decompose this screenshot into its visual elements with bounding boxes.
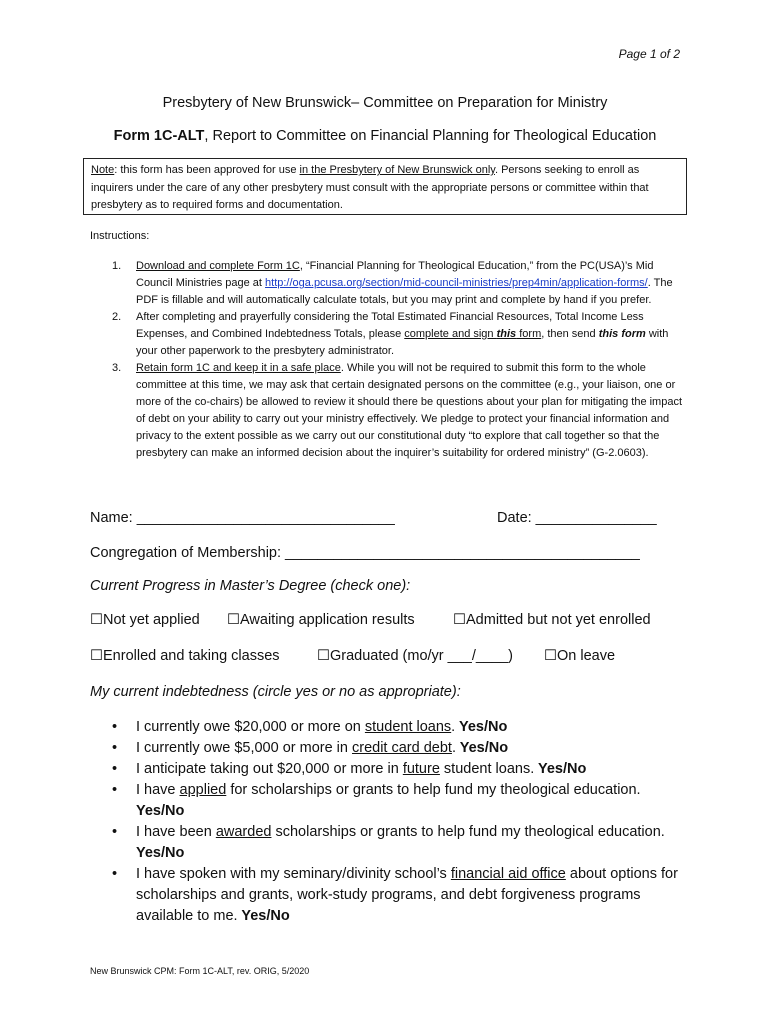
list-item	[112, 780, 692, 822]
item-text: I currently owe $20,000 or more on	[136, 719, 365, 735]
form-subtitle	[0, 128, 770, 144]
list-item-text	[136, 717, 692, 738]
instruction-text-part: , “Financial Planning for Theological Education,” from the PC(USA)’s Mid Council Ministries page at	[136, 260, 654, 289]
instruction-number: 2.	[112, 311, 122, 323]
list-item	[112, 738, 692, 759]
yes-no-choice[interactable]: Yes/No	[136, 845, 185, 861]
instruction-underlined: Retain form 1C and keep it in a safe place	[136, 362, 341, 374]
bullet: •	[112, 761, 118, 777]
instruction-text	[136, 258, 682, 309]
note-text-1: : this form has been approved for use	[114, 164, 300, 176]
bullet: •	[112, 719, 118, 735]
form-description: , Report to Committee on Financial Planning for Theological Education	[204, 128, 657, 144]
instruction-item-1	[112, 258, 682, 309]
date-field[interactable]: Date: _______________	[497, 510, 657, 526]
item-text: .	[451, 740, 456, 756]
item-underlined: credit card debt	[352, 740, 452, 756]
yes-no-choice[interactable]: Yes/No	[455, 740, 509, 756]
item-text: I have been	[136, 824, 216, 840]
instruction-underlined	[404, 328, 541, 340]
bullet: •	[112, 782, 118, 798]
indebtedness-list	[112, 717, 692, 927]
application-forms-link[interactable]: http://oga.pcusa.org/section/mid-council-ministries/prep4min/application-forms/	[265, 277, 648, 289]
instruction-text	[136, 360, 682, 462]
item-text: about options for scholarships and grants, work-study programs, and debt forgiveness programs available to me.	[136, 866, 678, 924]
list-item	[112, 759, 692, 780]
note-label: Note	[91, 164, 115, 176]
indebtedness-heading: My current indebtedness (circle yes or no as appropriate):	[90, 684, 461, 700]
instruction-text-part: , then send	[541, 328, 599, 340]
yes-no-choice[interactable]: Yes/No	[455, 719, 508, 735]
item-text: for scholarships or grants to help fund my theological education.	[226, 782, 641, 798]
item-text: I have	[136, 782, 180, 798]
instruction-emphasis: this	[496, 328, 517, 340]
checkbox-on-leave[interactable]: ☐On leave	[544, 648, 616, 664]
list-item-text	[136, 759, 692, 780]
item-text: student loans.	[439, 761, 535, 777]
document-title: Presbytery of New Brunswick– Committee on Preparation for Ministry	[162, 95, 608, 111]
checkbox-enrolled[interactable]: ☐Enrolled and taking classes	[90, 648, 280, 664]
note-underlined: in the Presbytery of New Brunswick only	[299, 164, 495, 176]
bullet: •	[112, 740, 118, 756]
yes-no-choice[interactable]: Yes/No	[237, 908, 290, 924]
instructions-list	[112, 258, 682, 462]
instruction-number: 3.	[112, 362, 122, 374]
instruction-emphasis: this form	[598, 328, 646, 340]
list-item-text	[136, 738, 692, 759]
bullet: •	[112, 866, 118, 882]
instruction-underlined-part: complete and sign	[404, 328, 497, 340]
instruction-text-part: with your other paperwork to the presbytery administrator.	[136, 328, 669, 357]
form-id: Form 1C-ALT	[113, 128, 205, 144]
item-text: I anticipate taking out $20,000 or more in	[136, 761, 403, 777]
bullet: •	[112, 824, 118, 840]
instructions-label: Instructions:	[90, 230, 150, 242]
footer-revision: New Brunswick CPM: Form 1C-ALT, rev. ORIG, 5/2020	[90, 966, 310, 976]
item-text: I currently owe $5,000 or more in	[136, 740, 352, 756]
instruction-text-part: After completing and prayerfully considering the Total Estimated Financial Resources, Total Income Less Expenses, and Combined Indebtedness Totals, please	[136, 311, 644, 340]
note-box	[83, 158, 687, 215]
item-text: .	[451, 719, 456, 735]
item-underlined: future	[402, 761, 440, 777]
instruction-text-part: . The PDF is fillable and will automatically calculate totals, but you may print and complete by hand if you prefer.	[136, 277, 673, 306]
checkbox-not-yet-applied[interactable]: ☐Not yet applied	[90, 612, 200, 628]
item-text: I have spoken with my seminary/divinity school’s	[136, 866, 451, 882]
instruction-underlined: Download and complete Form 1C	[136, 260, 300, 272]
instruction-text	[136, 309, 682, 360]
congregation-field[interactable]: Congregation of Membership: ____________________________________________	[90, 545, 640, 561]
list-item-text	[136, 780, 692, 822]
instruction-underlined-part: form	[516, 328, 542, 340]
name-field[interactable]: Name: ________________________________	[90, 510, 395, 526]
instruction-item-2	[112, 309, 682, 360]
page-number: Page 1 of 2	[618, 47, 680, 61]
item-underlined: applied	[179, 782, 227, 798]
list-item	[112, 864, 692, 927]
list-item	[112, 717, 692, 738]
note-text-2: . Persons seeking to enroll as inquirers under the care of any other presbytery must consult with the appropriate persons or committee within that presbytery as to required forms and documentation.	[91, 164, 649, 211]
item-underlined: financial aid office	[450, 866, 566, 882]
list-item-text	[136, 864, 692, 927]
instruction-number: 1.	[112, 260, 122, 272]
instruction-item-3	[112, 360, 682, 462]
yes-no-choice[interactable]: Yes/No	[534, 761, 587, 777]
yes-no-choice[interactable]: Yes/No	[136, 803, 185, 819]
instruction-text-part: . While you will not be required to submit this form to the whole committee at this time, we may ask that certain designated persons on the committee (e.g., your liaison, one or more of the co-chairs) be allowed to review it should there be questions about your plan for mitigating the impact of debt on your ability to carry out your ministry effectively. We pledge to protect your financial information and privacy to the extent possible as we carry out our constitutional duty “to explore that call together so that the presbytery can make an informed decision about the inquirer’s suitability for ordered ministry” (G-2.0603).	[136, 362, 683, 459]
list-item	[112, 822, 692, 864]
item-underlined: student loans	[364, 719, 452, 735]
checkbox-graduated[interactable]: ☐Graduated (mo/yr ___/____)	[317, 648, 513, 664]
item-text: scholarships or grants to help fund my theological education.	[271, 824, 665, 840]
list-item-text	[136, 822, 692, 864]
degree-progress-heading: Current Progress in Master’s Degree (check one):	[90, 578, 411, 594]
checkbox-awaiting-results[interactable]: ☐Awaiting application results	[227, 612, 415, 628]
checkbox-admitted-not-enrolled[interactable]: ☐Admitted but not yet enrolled	[453, 612, 651, 628]
item-underlined: awarded	[215, 824, 272, 840]
